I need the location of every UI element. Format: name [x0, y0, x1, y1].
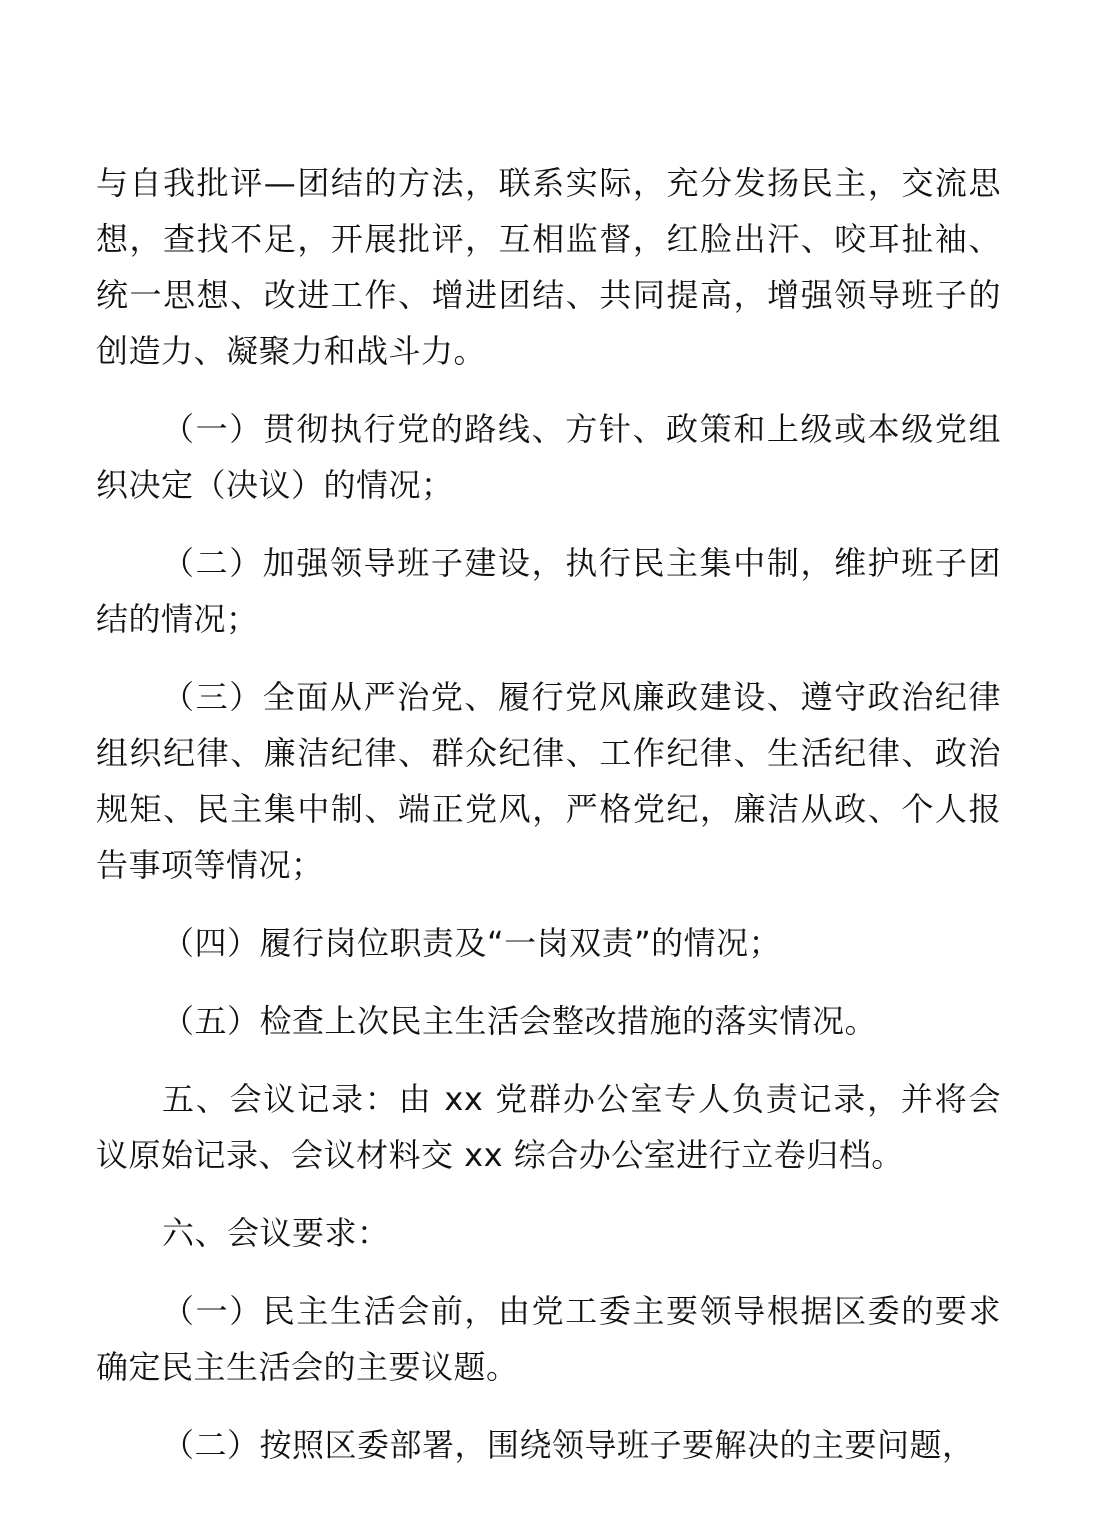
paragraph-intro: 与自我批评—团结的方法，联系实际，充分发扬民主，交流思想，查找不足，开展批评，互相监督，红脸出汗、咬耳扯袖、统一思想、改进工作、增进团结、共同提高，增强领导班子的创造力、凝聚力和战斗力。	[96, 164, 1001, 370]
paragraph-item-1: （一）贯彻执行党的路线、方针、政策和上级或本级党组织决定（决议）的情况；	[96, 410, 1001, 504]
paragraph-item-4: （四）履行岗位职责及“一岗双责”的情况；	[162, 924, 782, 962]
paragraph-section-6-heading: 六、会议要求：	[162, 1214, 390, 1252]
paragraph-requirement-1: （一）民主生活会前，由党工委主要领导根据区委的要求确定民主生活会的主要议题。	[96, 1292, 1001, 1386]
paragraph-item-3: （三）全面从严治党、履行党风廉政建设、遵守政治纪律组织纪律、廉洁纪律、群众纪律、工作纪律、生活纪律、政治规矩、民主集中制、端正党风，严格党纪，廉洁从政、个人报告事项等情况；	[96, 678, 1001, 884]
paragraph-item-2: （二）加强领导班子建设，执行民主集中制，维护班子团结的情况；	[96, 544, 1001, 638]
paragraph-requirement-2: （二）按照区委部署，围绕领导班子要解决的主要问题，	[162, 1426, 975, 1464]
paragraph-item-5: （五）检查上次民主生活会整改措施的落实情况。	[162, 1002, 878, 1040]
document-body	[96, 155, 1001, 1495]
paragraph-section-5-records: 五、会议记录：由 xx 党群办公室专人负责记录，并将会议原始记录、会议材料交 xx 综合办公室进行立卷归档。	[96, 1080, 1001, 1174]
